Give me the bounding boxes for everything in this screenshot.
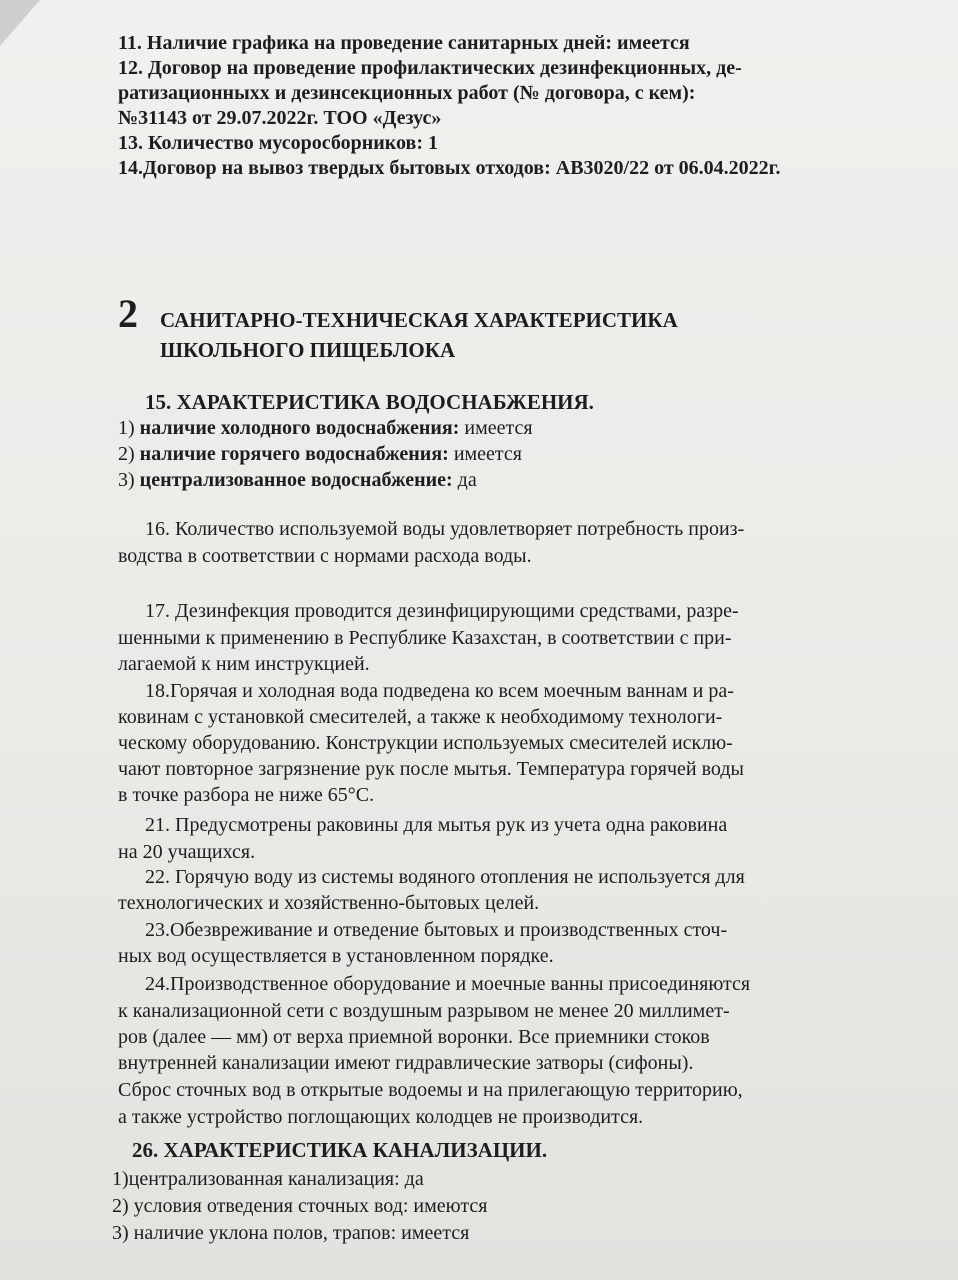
sewer-item-2: 2) условия отведения сточных вод: имеются bbox=[112, 1195, 488, 1217]
p18-line-2: ковинам с установкой смесителей, а также к необходимому технологи- bbox=[118, 706, 723, 728]
item-11: 11. Наличие графика на проведение санитарных дней: имеется bbox=[118, 32, 690, 54]
sewer-heading: 26. ХАРАКТЕРИСТИКА КАНАЛИЗАЦИИ. bbox=[132, 1138, 548, 1162]
page-corner-shadow bbox=[0, 0, 40, 46]
item-12-line-2 bbox=[118, 82, 833, 105]
p17-line-2: шенными к применению в Республике Казахстан, в соответствии с при- bbox=[118, 627, 732, 649]
water-item-2-value: имеется bbox=[448, 443, 522, 465]
water-item-3-value: да bbox=[452, 469, 477, 491]
item-12-line-3: №31143 от 29.07.2022г. ТОО «Дезус» bbox=[118, 107, 442, 129]
water-item-3 bbox=[118, 469, 477, 492]
water-item-1-label: наличие холодного водоснабжения: bbox=[139, 417, 460, 439]
water-heading: 15. ХАРАКТЕРИСТИКА ВОДОСНАБЖЕНИЯ. bbox=[145, 390, 594, 414]
water-item-2 bbox=[118, 443, 522, 466]
water-item-2-label: наличие горячего водоснабжения: bbox=[139, 443, 449, 465]
section-title-line-1: САНИТАРНО-ТЕХНИЧЕСКАЯ ХАРАКТЕРИСТИКА bbox=[160, 308, 678, 332]
p24-line-2: к канализационной сети с воздушным разрывом не менее 20 миллимет- bbox=[118, 1000, 730, 1022]
water-item-2-num: 2) bbox=[118, 443, 135, 465]
p18-line-1: 18.Горячая и холодная вода подведена ко всем моечным ваннам и ра- bbox=[145, 680, 734, 702]
p23-line-1: 23.Обезвреживание и отведение бытовых и производственных сточ- bbox=[145, 919, 728, 941]
item-14: 14.Договор на вывоз твердых бытовых отходов: АВ3020/22 от 06.04.2022г. bbox=[118, 157, 781, 179]
p17-line-1: 17. Дезинфекция проводится дезинфицирующими средствами, разре- bbox=[145, 600, 739, 622]
section-title-line-2: ШКОЛЬНОГО ПИЩЕБЛОКА bbox=[160, 338, 456, 362]
water-item-1-num: 1) bbox=[118, 417, 135, 439]
p24-line-3: ров (далее — мм) от верха приемной воронки. Все приемники стоков bbox=[118, 1026, 710, 1048]
water-item-1 bbox=[118, 417, 533, 440]
item-12-text-2: ратизационныхх и дезинсекционных работ (№ договора, с кем): bbox=[118, 82, 696, 104]
p16-line-1: 16. Количество используемой воды удовлетворяет потребность произ- bbox=[145, 518, 745, 540]
p17-line-3: лагаемой к ним инструкцией. bbox=[118, 653, 370, 675]
p18-line-3: ческому оборудованию. Конструкции используемых смесителей исклю- bbox=[118, 732, 733, 754]
section-number: 2 bbox=[118, 291, 138, 336]
item-13: 13. Количество мусоросборников: 1 bbox=[118, 132, 439, 154]
item-12-line-1 bbox=[118, 57, 833, 80]
p24-line-6: а также устройство поглощающих колодцев не производится. bbox=[118, 1106, 644, 1128]
sewer-item-3: 3) наличие уклона полов, трапов: имеется bbox=[112, 1222, 470, 1244]
p24-line-4: внутренней канализации имеют гидравлические затворы (сифоны). bbox=[118, 1052, 694, 1074]
p22-line-2: технологических и хозяйственно-бытовых целей. bbox=[118, 892, 540, 914]
sewer-item-1: 1)централизованная канализация: да bbox=[112, 1168, 424, 1190]
p24-line-5: Сброс сточных вод в открытые водоемы и на прилегающую территорию, bbox=[118, 1079, 743, 1101]
p21-line-2: на 20 учащихся. bbox=[118, 841, 256, 863]
p16-line-2: водства в соответствии с нормами расхода воды. bbox=[118, 545, 532, 567]
item-12-text-1: 12. Договор на проведение профилактических дезинфекционных, де- bbox=[118, 57, 742, 79]
p18-line-4: чают повторное загрязнение рук после мытья. Температура горячей воды bbox=[118, 758, 744, 780]
p24-line-1: 24.Производственное оборудование и моечные ванны присоединяются bbox=[145, 973, 751, 995]
p22-line-1: 22. Горячую воду из системы водяного отопления не используется для bbox=[145, 866, 745, 888]
p21-line-1: 21. Предусмотрены раковины для мытья рук из учета одна раковина bbox=[145, 814, 728, 836]
p18-line-5: в точке разбора не ниже 65°С. bbox=[118, 784, 375, 806]
water-item-3-label: централизованное водоснабжение: bbox=[139, 469, 453, 491]
p23-line-2: ных вод осуществляется в установленном порядке. bbox=[118, 945, 554, 967]
water-item-3-num: 3) bbox=[118, 469, 135, 491]
water-item-1-value: имеется bbox=[459, 417, 533, 439]
